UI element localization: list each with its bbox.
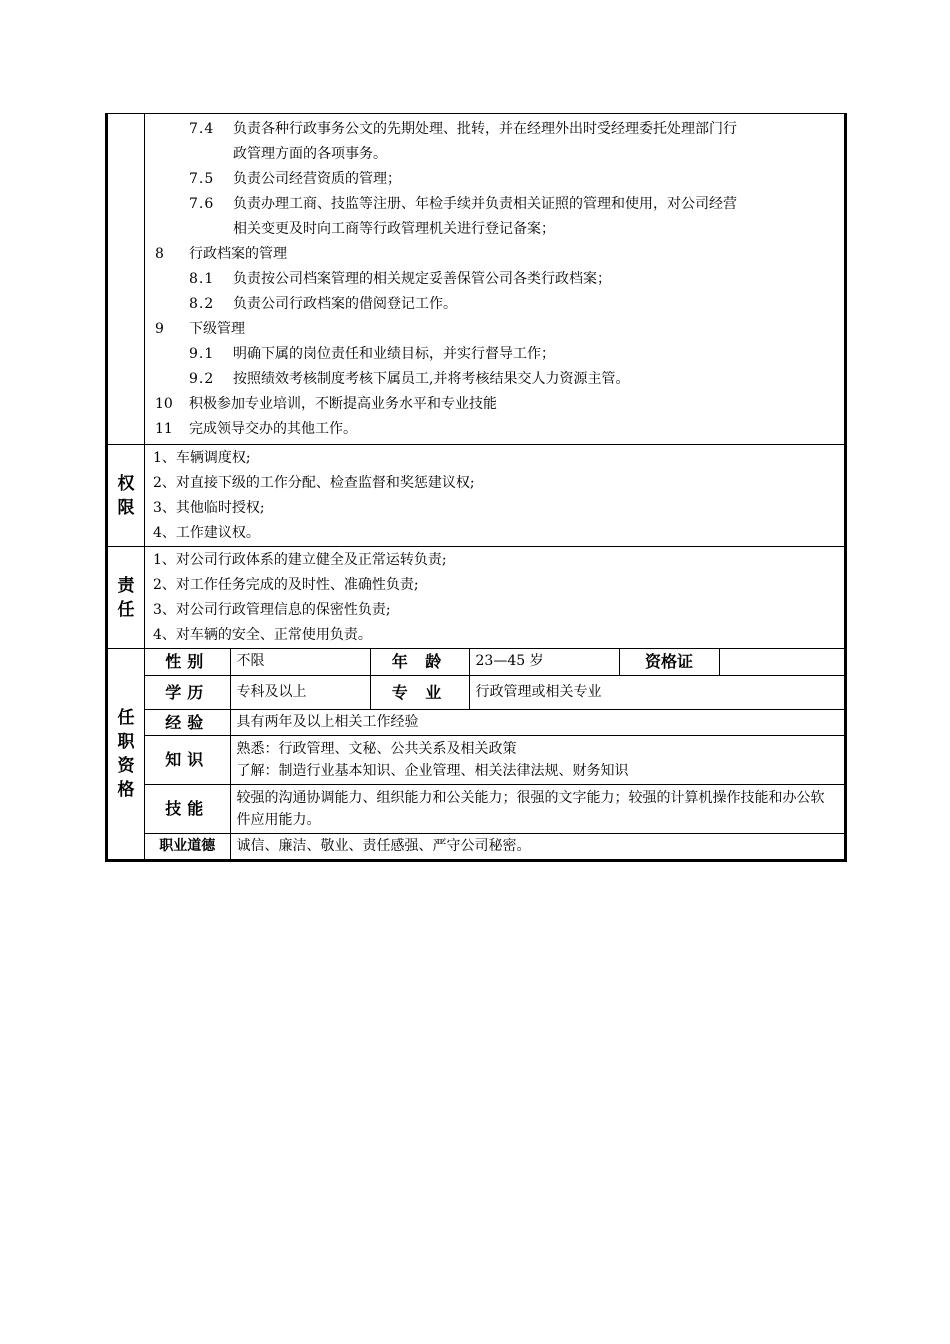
qualification-content [145,649,846,861]
duties-row [107,114,846,445]
gender-value: 不限 [230,649,370,675]
duty-subitem-text: 负责各种行政事务公文的先期处理、批转，并在经理外出时受经理委托处理部门行 [233,121,737,137]
duty-subitem-text: 负责按公司档案管理的相关规定妥善保管公司各类行政档案； [233,271,611,287]
qualification-table [145,649,844,859]
duty-item [155,392,836,417]
qualification-label-char-1: 任 [117,708,135,728]
duties-label-cell [107,114,145,445]
duty-subitem-text: 负责公司行政档案的借阅登记工作。 [233,296,457,312]
qual-row-skills [145,784,844,833]
duty-subitem-number: 8.2 [189,296,215,312]
cert-value [719,649,844,675]
duty-item [155,317,836,342]
duty-item [155,242,836,267]
education-label: 学历 [145,675,230,709]
qualification-label-char-2: 职 [117,732,135,752]
responsibility-line: 1、对公司行政体系的建立健全及正常运转负责; [153,552,447,568]
major-label: 专 业 [370,675,469,709]
cert-label: 资格证 [619,649,719,675]
qualification-label-char-4: 格 [117,780,135,800]
duty-number: 9 [155,321,164,337]
education-value: 专科及以上 [230,675,370,709]
duty-subitem [155,117,836,142]
duty-number: 11 [155,421,173,437]
authority-line: 4、工作建议权。 [153,525,260,541]
experience-value: 具有两年及以上相关工作经验 [230,709,844,735]
duty-subitem-number: 7.6 [189,196,215,212]
responsibility-content [145,547,846,649]
duties-list [145,114,844,444]
responsibility-line: 2、对工作任务完成的及时性、准确性负责; [153,577,419,593]
responsibility-line: 3、对公司行政管理信息的保密性负责; [153,602,391,618]
responsibility-row [107,547,846,649]
duty-subitem [155,342,836,367]
duty-number: 8 [155,246,164,262]
qualification-row [107,649,846,861]
duty-subitem-number: 8.1 [189,271,215,287]
duty-subitem-text: 负责办理工商、技监等注册、年检手续并负责相关证照的管理和使用，对公司经营 [233,196,737,212]
duty-subitem-number: 9.1 [189,346,215,362]
authority-label [107,445,145,547]
major-value: 行政管理或相关专业 [469,675,844,709]
age-value: 23—45 岁 [469,649,619,675]
responsibility-label [107,547,145,649]
authority-row [107,445,846,547]
duty-subitem-number: 7.5 [189,171,215,187]
duty-subitem [155,292,836,317]
duty-subitem [155,167,836,192]
duty-subitem-text: 明确下属的岗位责任和业绩目标，并实行督导工作； [233,346,555,362]
duty-text: 积极参加专业培训，不断提高业务水平和专业技能 [189,396,497,412]
duty-subitem-number: 7.4 [189,121,215,137]
qual-row-experience [145,709,844,735]
authority-line: 1、车辆调度权; [153,450,251,466]
skills-label: 技能 [145,784,230,833]
job-description-document [105,113,847,862]
experience-label: 经验 [145,709,230,735]
authority-line: 2、对直接下级的工作分配、检查监督和奖惩建议权; [153,475,475,491]
authority-label-char-2: 限 [117,497,135,518]
duty-text: 完成领导交办的其他工作。 [189,421,357,437]
duties-content [145,114,846,445]
duty-subitem [155,367,836,392]
gender-label: 性别 [145,649,230,675]
duty-subitem-number: 9.2 [189,371,215,387]
duty-subitem [155,267,836,292]
qual-row-ethics [145,833,844,859]
responsibility-label-char-2: 任 [117,599,135,620]
qual-row-knowledge [145,735,844,784]
qualification-label-char-3: 资 [117,756,135,776]
authority-content [145,445,846,547]
job-description-table [105,113,847,862]
skills-value: 较强的沟通协调能力、组织能力和公关能力；很强的文字能力；较强的计算机操作技能和办公软件应用能力。 [230,784,844,833]
ethics-label: 职业道德 [145,833,230,859]
duty-text: 下级管理 [189,321,245,337]
duty-subitem [155,192,836,217]
knowledge-value [230,735,844,784]
authority-line: 3、其他临时授权; [153,500,265,516]
qual-row-education-major [145,675,844,709]
knowledge-label: 知识 [145,735,230,784]
qualification-label [107,649,145,861]
knowledge-line: 了解：制造行业基本知识、企业管理、相关法律法规、财务知识 [236,762,629,779]
duty-text: 行政档案的管理 [189,246,287,262]
duty-subitem-continuation: 政管理方面的各项事务。 [233,146,387,162]
duty-subitem-text: 负责公司经营资质的管理； [233,171,401,187]
duty-subitem-continuation: 相关变更及时向工商等行政管理机关进行登记备案； [233,221,555,237]
qual-row-gender-age [145,649,844,675]
responsibility-label-char-1: 责 [117,575,135,596]
age-label: 年 龄 [370,649,469,675]
responsibility-line: 4、对车辆的安全、正常使用负责。 [153,627,372,643]
duty-number: 10 [155,396,173,412]
ethics-value: 诚信、廉洁、敬业、责任感强、严守公司秘密。 [230,833,844,859]
knowledge-line: 熟悉：行政管理、文秘、公共关系及相关政策 [236,740,517,757]
duty-subitem-text: 按照绩效考核制度考核下属员工,并将考核结果交人力资源主管。 [233,371,630,387]
duty-item [155,417,836,442]
bottom-marker-line [118,859,144,861]
authority-label-char-1: 权 [117,473,135,494]
